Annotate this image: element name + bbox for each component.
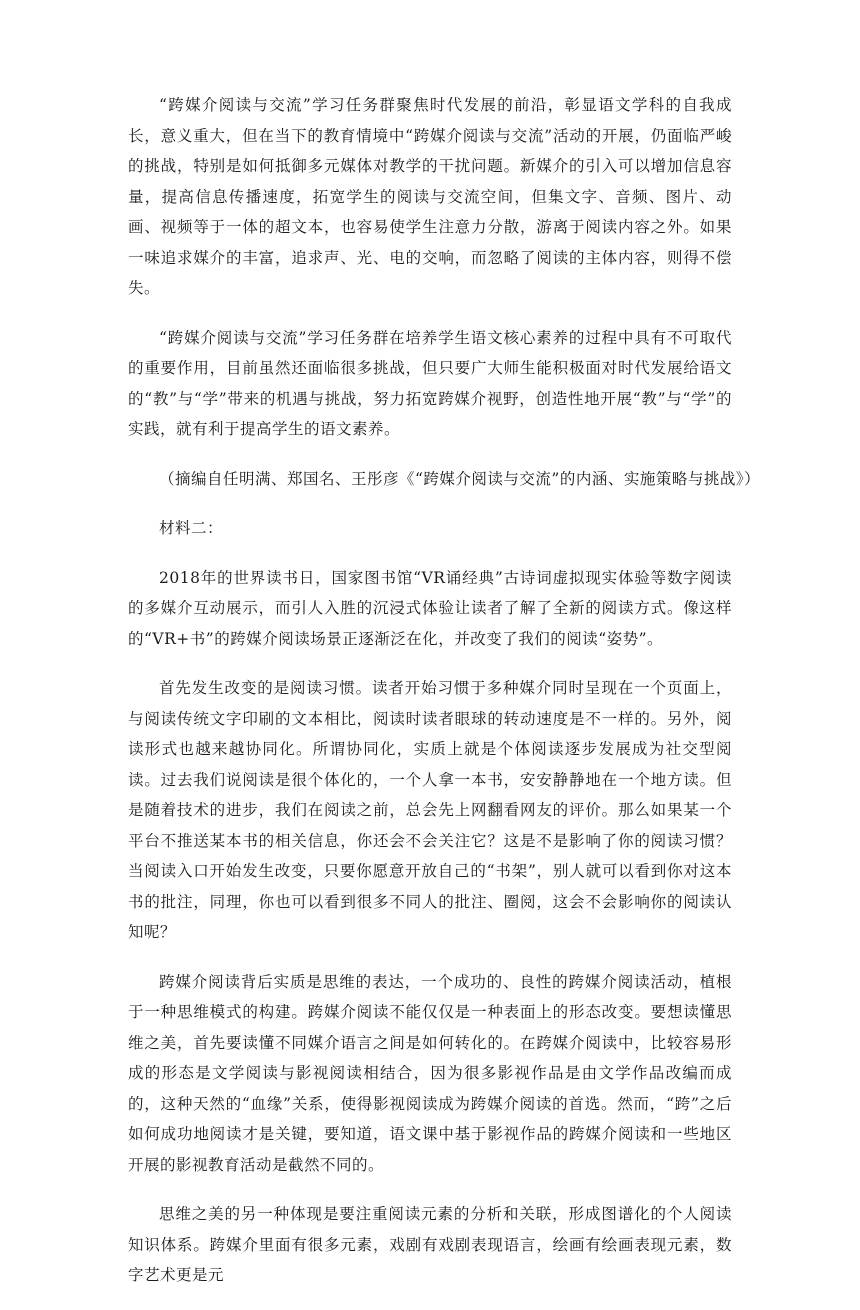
paragraph-challenges: “跨媒介阅读与交流”学习任务群聚焦时代发展的前沿，彰显语文学科的自我成长，意义重大，但在当下的教育情境中“跨媒介阅读与交流”活动的开展，仍面临严峻的挑战，特别是如何抵御多元媒体对教学的干扰问题。新媒介的引入可以增加信息容量，提高信息传播速度，拓宽学生的阅读与交流空间，但集文字、音频、图片、动画、视频等于一体的超文本，也容易使学生注意力分散，游离于阅读内容之外。如果一味追求媒介的丰富，追求声、光、电的交响，而忽略了阅读的主体内容，则得不偿失。 [128, 96, 732, 297]
paragraph-reading-habits: 首先发生改变的是阅读习惯。读者开始习惯于多种媒介同时呈现在一个页面上，与阅读传统文字印刷的文本相比，阅读时读者眼球的转动速度是不一样的。另外，阅读形式也越来越协同化。所谓协同化，实质上就是个体阅读逐步发展成为社交型阅读。过去我们说阅读是很个体化的，一个人拿一本书，安安静静地在一个地方读。但是随着技术的进步，我们在阅读之前，总会先上网翻看网友的评价。那么如果某一个平台不推送某本书的相关信息，你还会不会关注它？这是不是影响了你的阅读习惯？当阅读入口开始发生改变，只要你愿意开放自己的“书架”，别人就可以看到你对这本书的批注，同理，你也可以看到很多不同人的批注、圈阅，这会不会影响你的阅读认知呢？ [128, 679, 732, 941]
paragraph-importance: “跨媒介阅读与交流”学习任务群在培养学生语文核心素养的过程中具有不可取代的重要作用，目前虽然还面临很多挑战，但只要广大师生能积极面对时代发展给语文的“教”与“学”带来的机遇与挑战，努力拓宽跨媒介视野，创造性地开展“教”与“学”的实践，就有利于提高学生的语文素养。 [128, 328, 732, 438]
material-heading: 材料二： [159, 519, 224, 537]
citation: （摘编自任明满、郑国名、王彤彦《“跨媒介阅读与交流”的内涵、实施策略与挑战》） [159, 469, 761, 488]
paragraph-reading-elements: 思维之美的另一种体现是要注重阅读元素的分析和关联，形成图谱化的个人阅读知识体系。跨媒介里面有很多元素，戏剧有戏剧表现语言，绘画有绘画表现元素，数字艺术更是元 [128, 1205, 732, 1284]
document-body [128, 90, 761, 1310]
paragraph-thinking-expression: 跨媒介阅读背后实质是思维的表达，一个成功的、良性的跨媒介阅读活动，植根于一种思维模式的构建。跨媒介阅读不能仅仅是一种表面上的形态改变。要想读懂思维之美，首先要读懂不同媒介语言之间是如何转化的。在跨媒介阅读中，比较容易形成的形态是文学阅读与影视阅读相结合，因为很多影视作品是由文学作品改编而成的，这种天然的“血缘”关系，使得影视阅读成为跨媒介阅读的首选。然而，“跨”之后如何成功地阅读才是关键，要知道，语文课中基于影视作品的跨媒介阅读和一些地区开展的影视教育活动是截然不同的。 [128, 972, 732, 1174]
paragraph-world-book-day: 2018年的世界读书日，国家图书馆“VR诵经典”古诗词虚拟现实体验等数字阅读的多媒介互动展示，而引人入胜的沉浸式体验让读者了解了全新的阅读方式。像这样的“VR+书”的跨媒介阅读场景正逐渐泛在化，并改变了我们的阅读“姿势”。 [128, 568, 732, 648]
